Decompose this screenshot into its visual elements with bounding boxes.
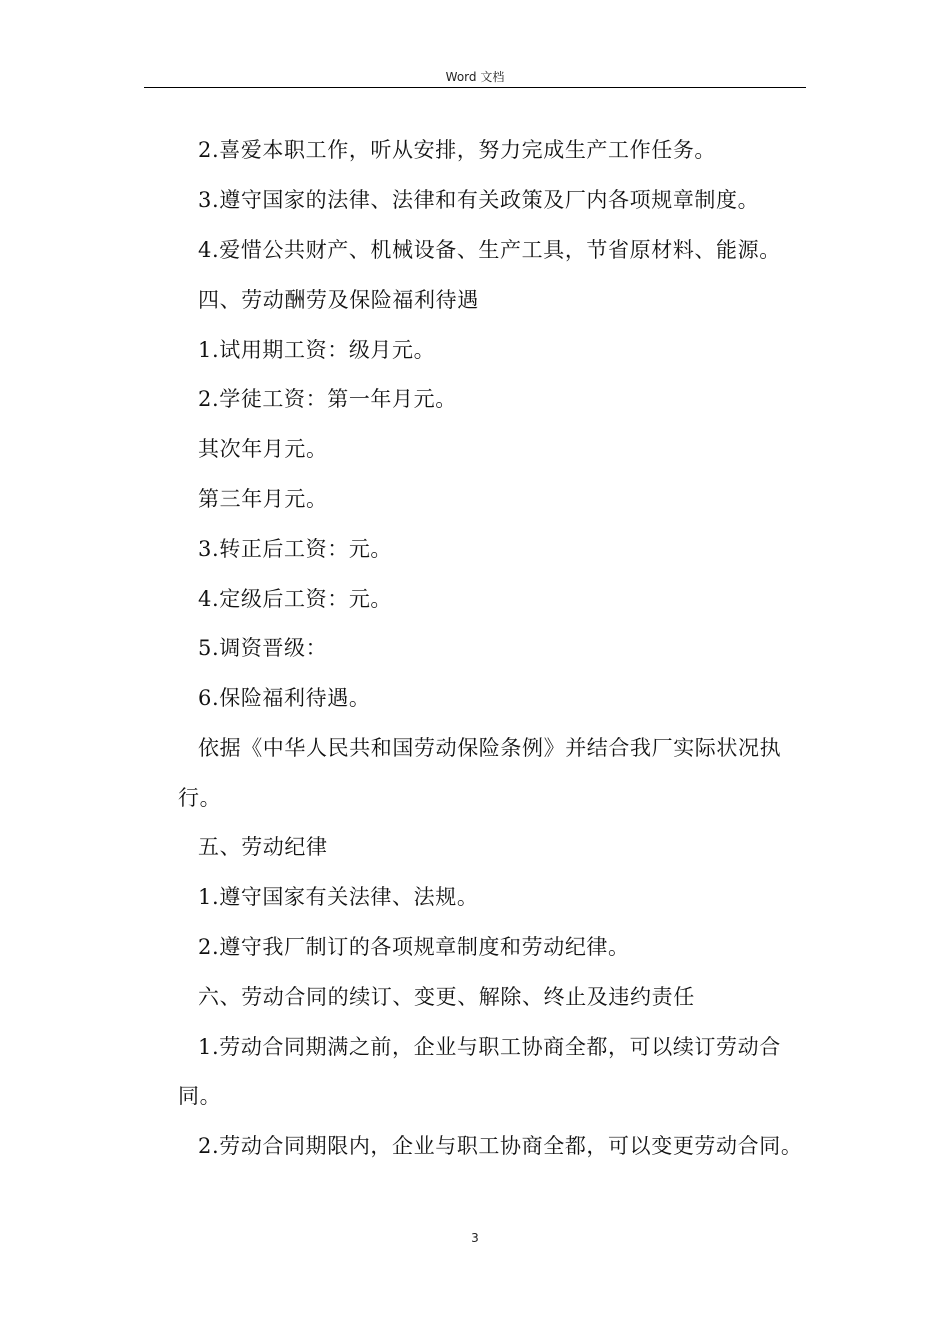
paragraph-line: 1.遵守国家有关法律、法规。 [198,885,479,909]
paragraph-line: 5.调资晋级： [198,636,328,660]
page-header: Word 文档 [445,70,505,84]
paragraph-line: 其次年月元。 [198,437,328,461]
section-heading: 五、劳动纪律 [198,835,328,859]
paragraph-line: 4.爱惜公共财产、机械设备、生产工具，节省原材料、能源。 [198,238,781,262]
paragraph-line: 4.定级后工资：元。 [198,587,393,611]
paragraph-line: 2.学徒工资：第一年月元。 [198,387,457,411]
paragraph-line: 行。 [178,786,222,810]
paragraph-line: 依据《中华人民共和国劳动保险条例》并结合我厂实际状况执 [198,736,782,760]
paragraph-line: 2.喜爱本职工作，听从安排，努力完成生产工作任务。 [198,138,717,162]
paragraph-line: 第三年月元。 [198,487,328,511]
paragraph-line: 同。 [178,1084,222,1108]
paragraph-line: 2.劳动合同期限内，企业与职工协商全都，可以变更劳动合同。 [198,1134,803,1158]
header-divider [144,87,806,88]
paragraph-line: 1.劳动合同期满之前，企业与职工协商全都，可以续订劳动合 [198,1035,781,1059]
page-number: 3 [471,1231,479,1245]
paragraph-line: 3.转正后工资：元。 [198,537,393,561]
section-heading: 六、劳动合同的续订、变更、解除、终止及违约责任 [198,985,695,1009]
paragraph-line: 3.遵守国家的法律、法律和有关政策及厂内各项规章制度。 [198,188,760,212]
paragraph-line: 6.保险福利待遇。 [198,686,371,710]
section-heading: 四、劳动酬劳及保险福利待遇 [198,288,479,312]
paragraph-line: 1.试用期工资：级月元。 [198,338,436,362]
paragraph-line: 2.遵守我厂制订的各项规章制度和劳动纪律。 [198,935,630,959]
